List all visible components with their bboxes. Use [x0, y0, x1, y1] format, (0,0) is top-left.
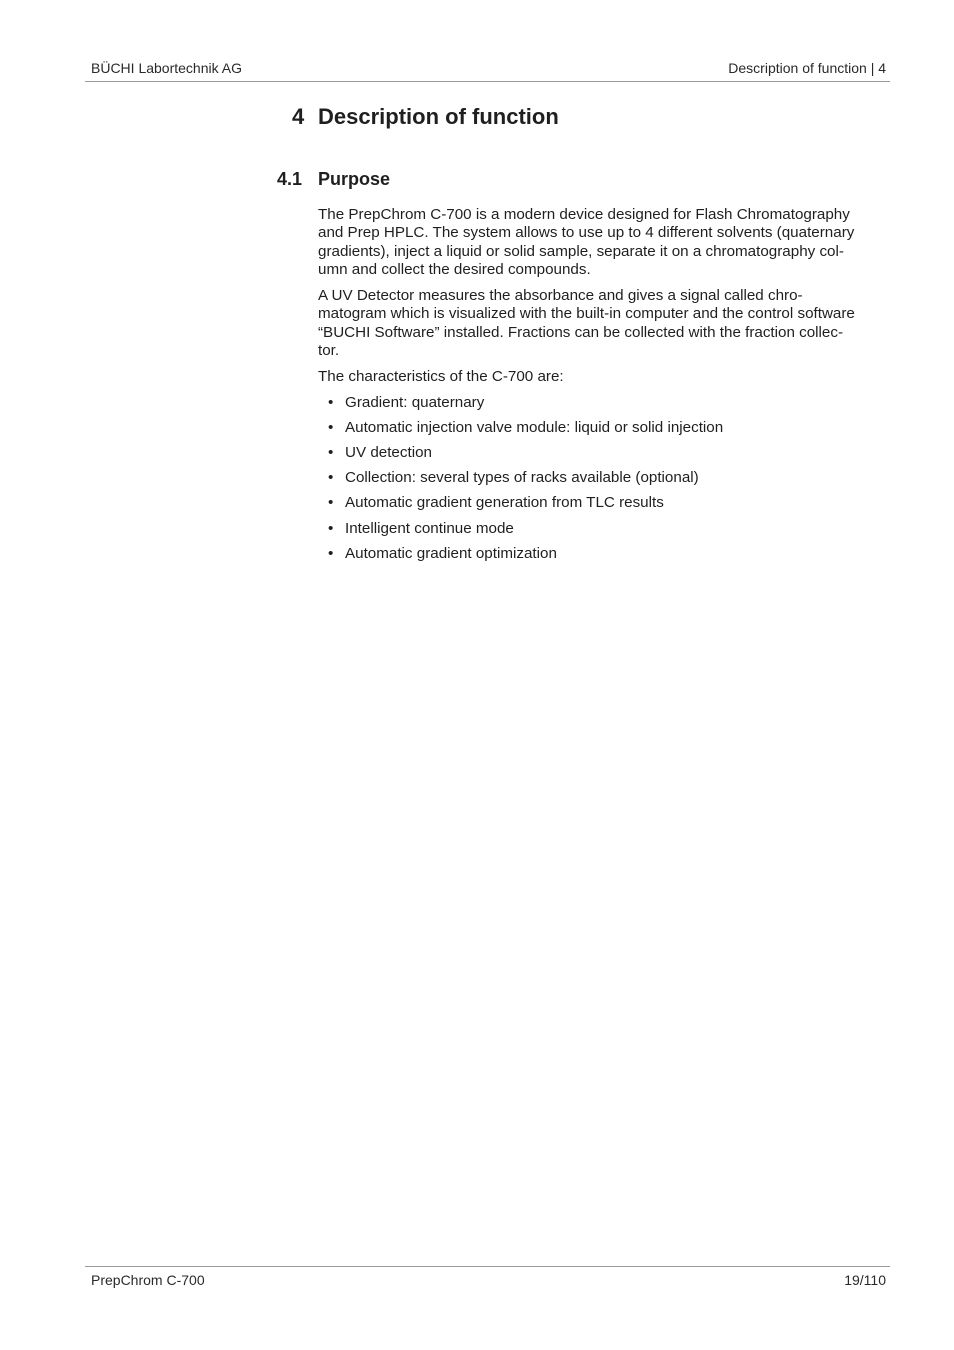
- paragraph-line: “BUCHI Software” installed. Fractions can be collected with the fraction collec-: [318, 323, 844, 341]
- list-item: [318, 444, 888, 469]
- list-item: [318, 419, 888, 444]
- list-item: [318, 469, 888, 494]
- header-company: BÜCHI Labortechnik AG: [91, 60, 242, 76]
- paragraph-line: The characteristics of the C-700 are:: [318, 368, 564, 386]
- paragraph-line: The PrepChrom C-700 is a modern device designed for Flash Chromatography: [318, 206, 850, 223]
- page-header: [85, 57, 890, 82]
- paragraph-line: tor.: [318, 342, 340, 360]
- list-item: [318, 520, 888, 545]
- list-item: [318, 394, 888, 419]
- bullet-icon: •: [328, 444, 334, 462]
- page-number: 19/110: [844, 1272, 886, 1288]
- paragraph-line: A UV Detector measures the absorbance and gives a signal called chro-: [318, 287, 803, 305]
- bullet-icon: •: [328, 393, 334, 411]
- list-item-text: Automatic injection valve module: liquid or solid injection: [345, 418, 724, 436]
- header-chapter-ref: Description of function | 4: [728, 60, 886, 76]
- bullet-icon: •: [328, 519, 334, 537]
- list-item-text: Collection: several types of racks available (optional): [345, 469, 699, 487]
- paragraph-uv-detector: [318, 287, 888, 360]
- section-title: Purpose: [318, 169, 391, 189]
- list-item: [318, 545, 888, 570]
- list-item-text: Gradient: quaternary: [345, 393, 485, 411]
- list-item: [318, 494, 888, 519]
- paragraph-intro: [318, 206, 888, 279]
- list-item-text: Automatic gradient generation from TLC results: [345, 494, 664, 512]
- bullet-icon: •: [328, 494, 334, 512]
- section-number: 4.1: [277, 169, 303, 189]
- chapter-number: 4: [292, 104, 305, 129]
- list-item-text: UV detection: [345, 444, 432, 462]
- bullet-icon: •: [328, 418, 334, 436]
- characteristics-list: [318, 394, 888, 570]
- section-body: [318, 206, 888, 570]
- bullet-icon: •: [328, 544, 334, 562]
- page-footer: [85, 1266, 890, 1297]
- paragraph-line: matogram which is visualized with the built-in computer and the control software: [318, 305, 855, 323]
- bullet-icon: •: [328, 469, 334, 487]
- section-heading: [277, 169, 390, 190]
- footer-product-name: PrepChrom C-700: [91, 1272, 205, 1288]
- list-item-text: Automatic gradient optimization: [345, 544, 557, 562]
- paragraph-line: and Prep HPLC. The system allows to use up to 4 different solvents (quaternary: [318, 224, 855, 242]
- paragraph-characteristics-intro: [318, 368, 888, 386]
- paragraph-line: umn and collect the desired compounds.: [318, 260, 591, 278]
- chapter-title: Description of function: [318, 104, 559, 129]
- paragraph-line: gradients), inject a liquid or solid sample, separate it on a chromatography col-: [318, 242, 844, 260]
- list-item-text: Intelligent continue mode: [345, 519, 514, 537]
- chapter-heading: [292, 104, 559, 130]
